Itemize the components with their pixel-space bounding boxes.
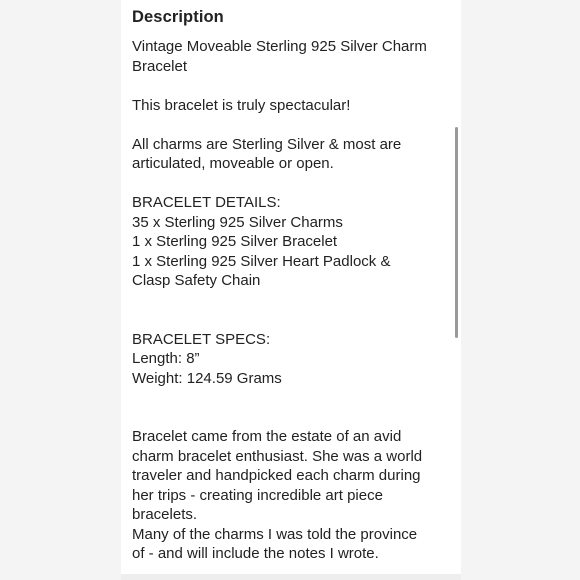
description-line: Clasp Safety Chain [132,272,261,289]
description-line: Many of the charms I was told the province [132,525,418,543]
vertical-scrollbar[interactable] [455,127,458,338]
description-heading: Description [132,8,224,26]
paragraph-spacer [132,76,452,96]
description-line: Bracelet came from the estate of an avid [132,428,402,445]
description-panel[interactable] [121,0,461,574]
description-line: BRACELET SPECS: [132,330,271,348]
description-line: Weight: 124.59 Grams [132,369,282,387]
description-text [132,37,452,564]
description-line: 1 x Sterling 925 Silver Heart Padlock & [132,252,391,270]
description-line: 35 x Sterling 925 Silver Charms [132,213,343,231]
description-line: BRACELET DETAILS: [132,194,281,211]
panel-bottom-edge [121,574,461,580]
paragraph-spacer [132,388,452,427]
description-line: traveler and handpicked each charm during [132,467,421,484]
paragraph-spacer [132,115,452,135]
description-line: charm bracelet enthusiast. She was a world [132,447,423,465]
description-line: This bracelet is truly spectacular! [132,96,351,114]
description-line: All charms are Sterling Silver & most are [132,135,402,153]
description-line: bracelets. [132,506,198,523]
description-line: Bracelet [132,57,188,75]
description-line: her trips - creating incredible art piece [132,486,383,504]
description-line: Vintage Moveable Sterling 925 Silver Charm [132,38,427,55]
description-line: Length: 8” [132,350,200,367]
paragraph-spacer [132,174,452,194]
paragraph-spacer [132,291,452,330]
description-line: 1 x Sterling 925 Silver Bracelet [132,233,338,250]
description-line: of - and will include the notes I wrote. [132,545,379,562]
description-line: articulated, moveable or open. [132,155,334,172]
